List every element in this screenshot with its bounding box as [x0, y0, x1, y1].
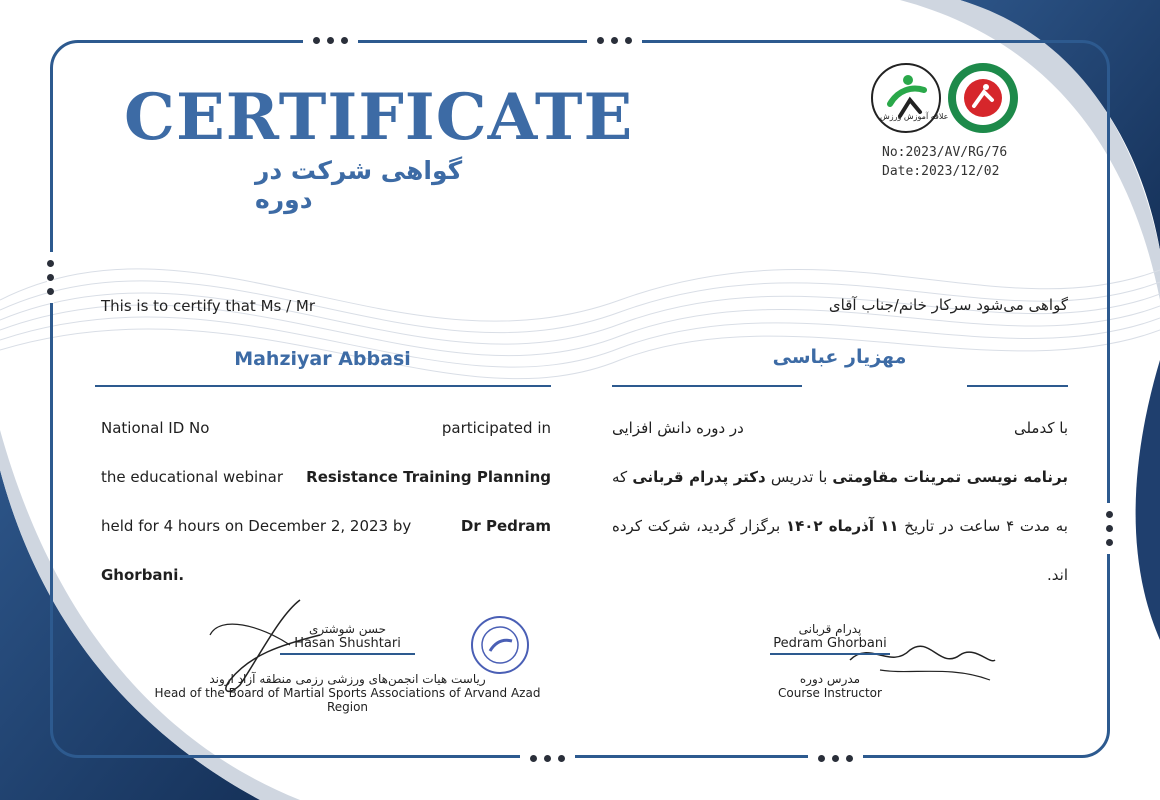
martial-arts-federation-logo-icon — [948, 63, 1018, 133]
course-name-fa: برنامه نویسی تمرینات مقاومتی — [832, 468, 1068, 486]
recipient-name-fa: مهزیار عباسی — [772, 346, 907, 368]
signer-title-right — [765, 672, 895, 700]
with-teacher-fa: با تدریس — [770, 468, 828, 486]
instructor-name-fa: دکتر پدرام قربانی — [632, 468, 766, 486]
duration-text-fa: که به مدت ۴ ساعت در تاریخ — [612, 468, 1068, 535]
closing-text-fa: گردید، شرکت کرده اند. — [612, 517, 1068, 584]
official-stamp-icon — [470, 615, 530, 675]
held-text-fa: برگزار — [740, 517, 781, 535]
certificate-subtitle-fa: گواهی شرکت در دوره — [255, 156, 463, 214]
frame-dots-top-center — [587, 37, 642, 44]
name-underline-fa-right — [967, 385, 1068, 387]
frame-dots-bottom-center — [520, 755, 575, 762]
signer-name-en-right: Pedram Ghorbani — [773, 636, 887, 651]
body-paragraph-fa — [612, 404, 1068, 600]
certificate-meta — [882, 143, 1007, 181]
certify-line-en: This is to certify that Ms / Mr — [101, 297, 316, 315]
signer-title-left — [150, 672, 545, 714]
course-intro-fa: در دوره دانش افزایی — [612, 419, 744, 437]
logos — [868, 60, 1028, 140]
certificate-title: CERTIFICATE — [124, 80, 634, 155]
national-id-label-fa: با کدملی — [1013, 419, 1068, 437]
body-paragraph-en — [101, 404, 551, 600]
duration-text-en: held for 4 hours on December 2, 2023 by — [101, 517, 412, 535]
date-text-fa: ۱۱ آذرماه ۱۴۰۲ — [785, 517, 899, 535]
name-underline-fa-left — [612, 385, 802, 387]
signature-underline-right — [770, 653, 890, 655]
participated-text-en: participated in — [441, 419, 551, 437]
frame-dots-top-left — [303, 37, 358, 44]
signature-underline-left — [280, 653, 415, 655]
signer-title-fa-left: ریاست هیات انجمن‌های ورزشی رزمی منطقه آزاد اروند — [209, 672, 486, 686]
course-name-en: Resistance Training Planning — [306, 468, 551, 486]
certificate-number: No:2023/AV/RG/76 — [882, 145, 1008, 160]
webinar-prefix-en: the educational webinar — [101, 468, 283, 486]
frame-dots-bottom-right — [808, 755, 863, 762]
recipient-name-en: Mahziyar Abbasi — [234, 348, 411, 370]
instructor-last-name-en: Ghorbani. — [101, 566, 185, 584]
signature-left — [280, 622, 415, 655]
logo-caption: علاقه آموزش ورزش — [880, 112, 949, 121]
signer-name-fa-right: پدرام قربانی — [798, 622, 862, 636]
certificate-date: Date:2023/12/02 — [882, 164, 1000, 179]
instructor-name-en: Dr Pedram — [460, 517, 551, 535]
corner-swoosh-right — [1136, 360, 1160, 640]
signer-title-en-left: Head of the Board of Martial Sports Associations of Arvand Azad Region — [154, 686, 541, 714]
name-underline-en — [95, 385, 551, 387]
running-figure-logo-icon — [872, 64, 940, 132]
signer-name-fa-left: حسن شوشتری — [308, 622, 386, 636]
frame-dots-left — [47, 252, 54, 303]
national-id-label-en: National ID No — [101, 419, 210, 437]
signer-name-en-left: Hasan Shushtari — [294, 636, 401, 651]
certify-line-fa: گواهی می‌شود سرکار خانم/جناب آقای — [828, 296, 1068, 314]
signer-title-fa-right: مدرس دوره — [799, 672, 861, 686]
signature-right — [765, 622, 895, 655]
signer-title-en-right: Course Instructor — [778, 686, 882, 700]
frame-dots-right — [1106, 503, 1113, 554]
